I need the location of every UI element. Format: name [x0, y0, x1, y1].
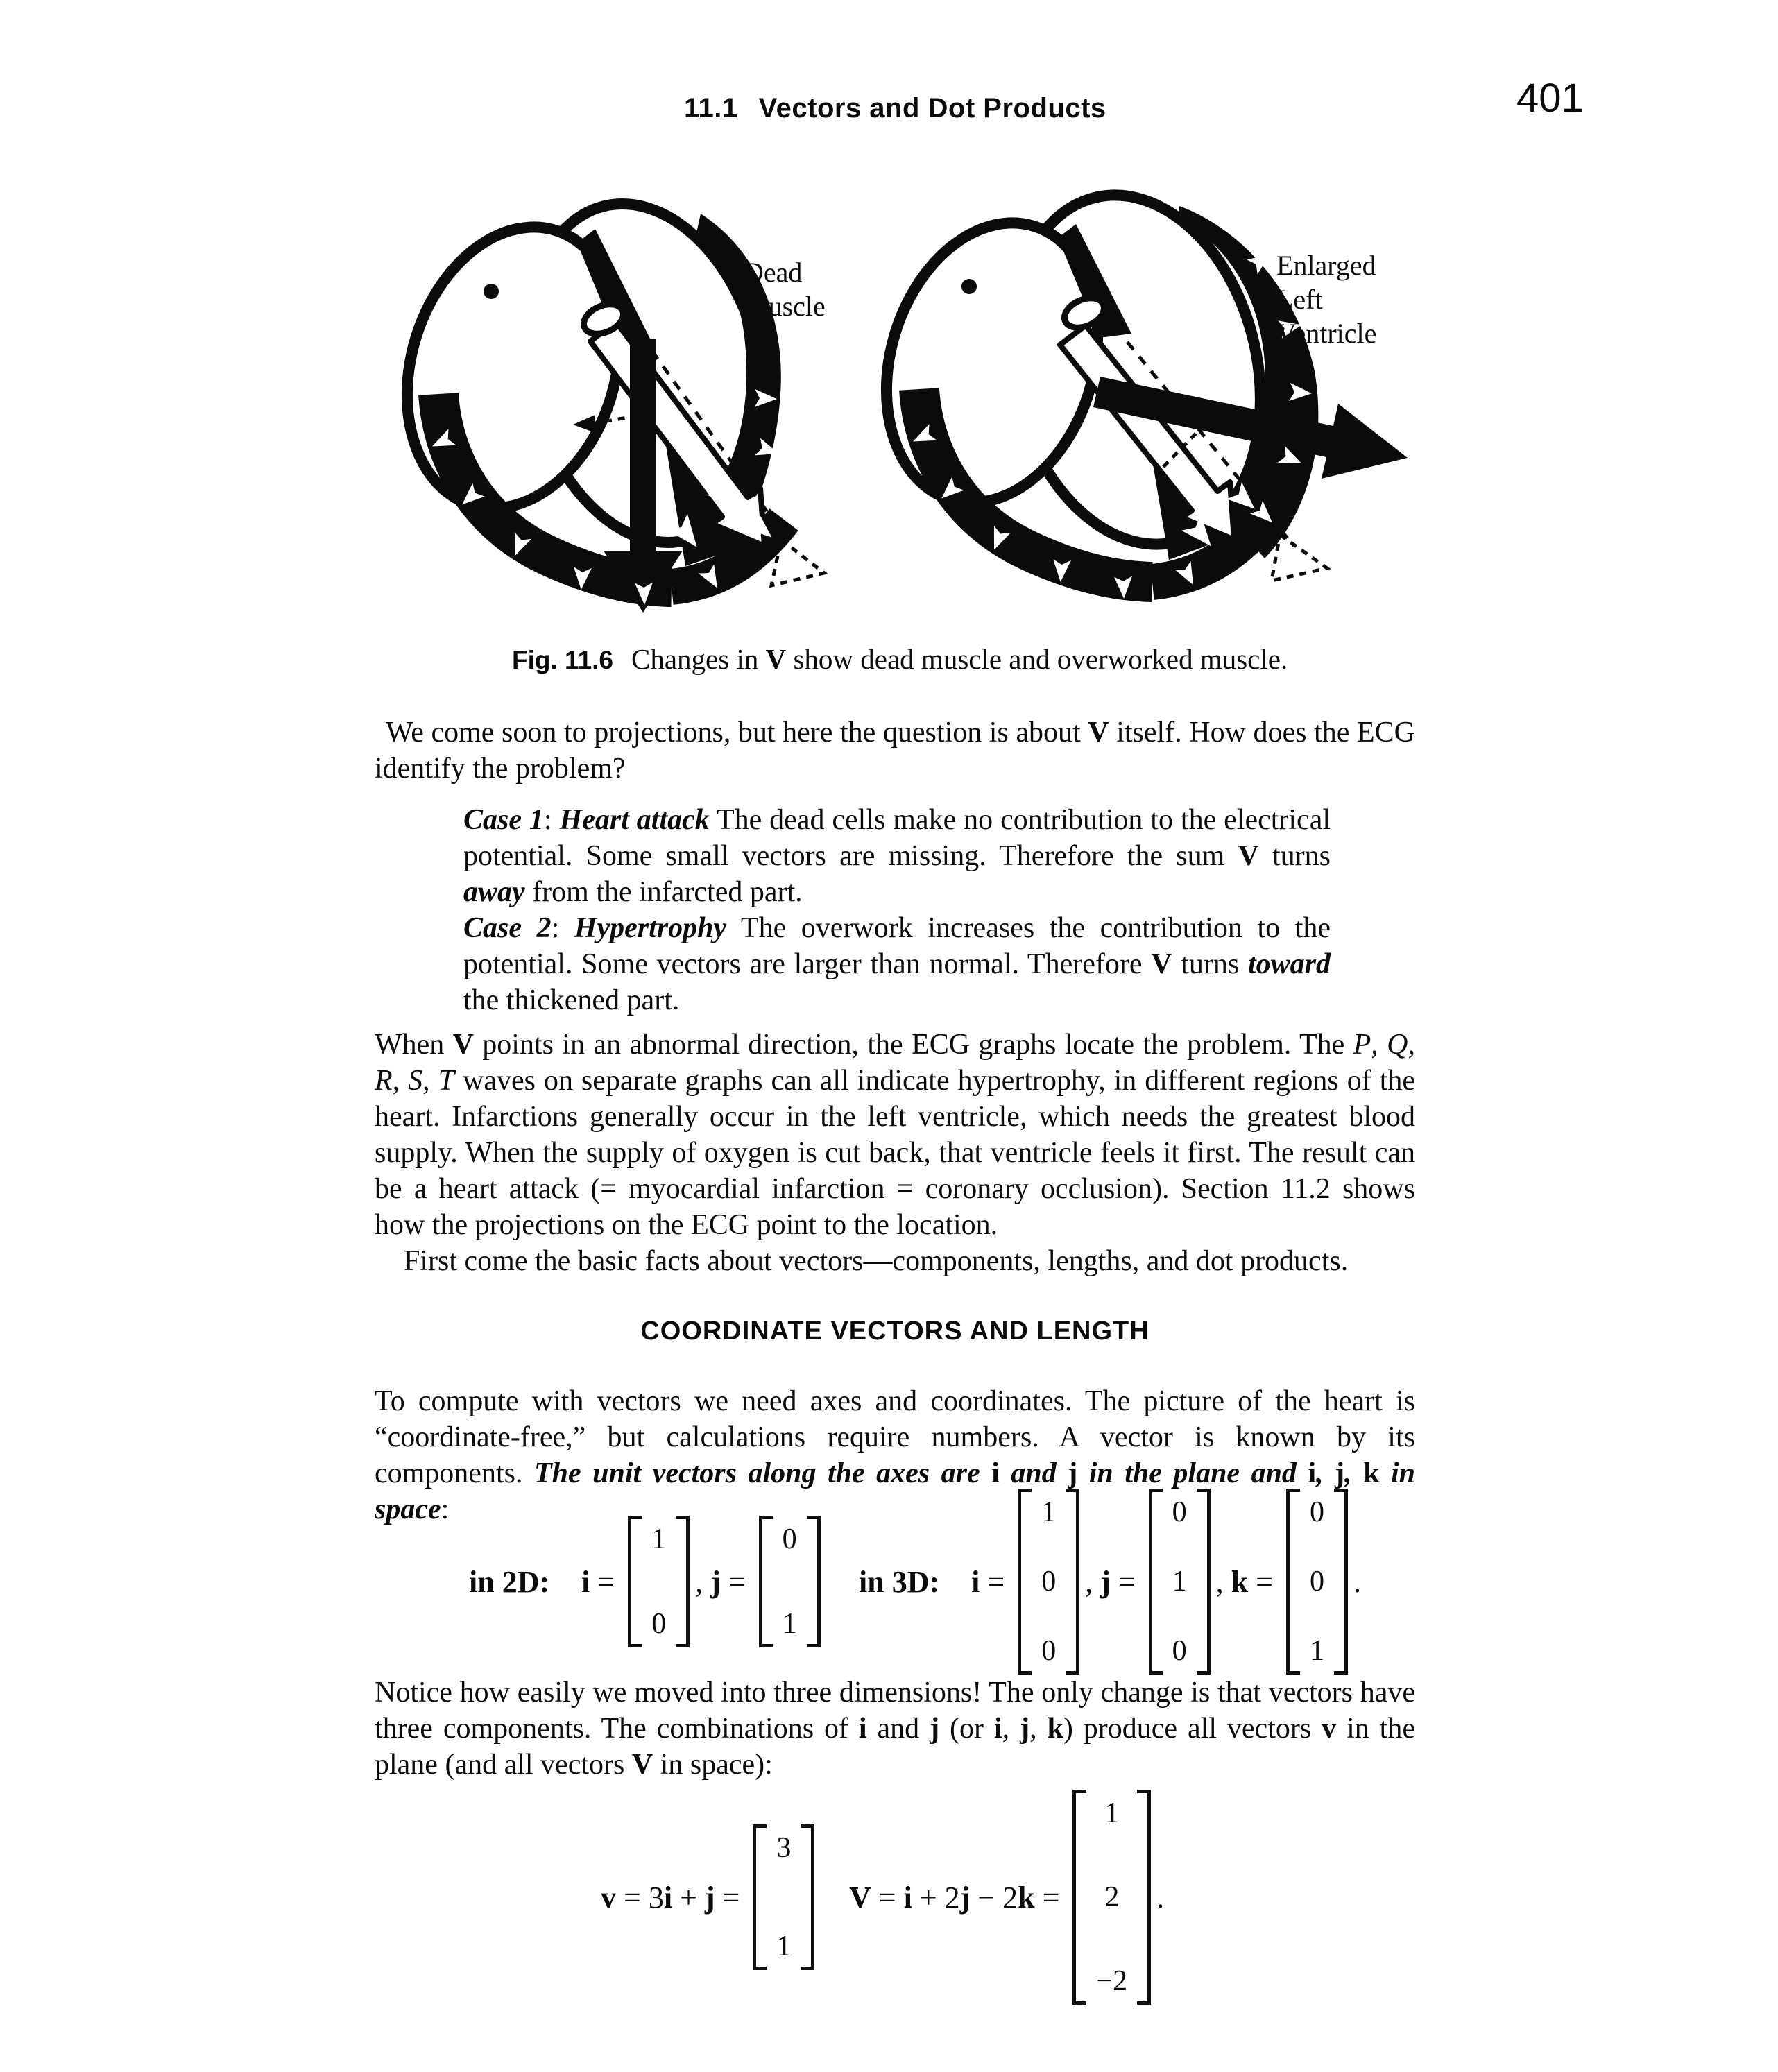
v-equals: v = 3i + j = — [601, 1880, 748, 1915]
equation-period: . — [1156, 1880, 1165, 1915]
left-bracket — [753, 1824, 767, 1970]
paragraph-intro: We come soon to projections, but here the question is about V itself. How does the ECG identify the problem? — [375, 717, 1415, 785]
paragraph-case1: Case 1: Heart attack The dead cells make no contribution to the electrical potential. Some small vectors are missing. Therefore the sum V turns away from the infarcted part. — [463, 804, 1331, 908]
section-number: 11.1 — [684, 93, 738, 123]
right-bracket — [676, 1516, 690, 1647]
sa-node-dot — [961, 279, 977, 294]
left-bracket — [628, 1516, 642, 1647]
paragraph-case2: Case 2: Hypertrophy The overwork increases the contribution to the potential. Some vectors are larger than normal. Therefore V turns toward the thickened part. — [463, 912, 1331, 1016]
left-bracket — [1072, 1790, 1086, 2005]
in-3d-label: in 3D: — [859, 1564, 940, 1599]
matrix-i-3d: 1 0 0 — [1018, 1489, 1079, 1675]
left-bracket — [1286, 1489, 1300, 1675]
case-paragraphs — [463, 802, 1331, 1018]
section-name: Vectors and Dot Products — [758, 93, 1106, 123]
sa-node-dot — [484, 284, 499, 299]
matrix-j-3d: 0 1 0 — [1149, 1489, 1211, 1675]
equation-v-combination — [601, 1831, 820, 1963]
section-heading: COORDINATE VECTORS AND LENGTH — [640, 1317, 1149, 1346]
right-bracket — [801, 1824, 814, 1970]
figure-caption — [512, 642, 1288, 676]
i-equals: i = — [971, 1564, 1013, 1599]
paragraph-compute: To compute with vectors we need axes and coordinates. The picture of the heart is “coordinate-free,” but calculations require numbers. A vector is known by its components. The unit vectors along the axes are i and j in the plane and i, j, k in space: — [375, 1385, 1416, 1525]
equation-unit-vectors-3d — [859, 1496, 1361, 1668]
dead-muscle-label: Dead Muscle — [744, 257, 826, 322]
running-head — [684, 93, 1106, 124]
V-equals: V = i + 2j − 2k = — [849, 1880, 1068, 1915]
right-bracket — [1197, 1489, 1211, 1675]
equation-unit-vectors-2d — [469, 1519, 826, 1644]
equation-V-combination — [849, 1797, 1164, 1998]
matrix-k-3d: 0 0 1 — [1286, 1489, 1348, 1675]
right-bracket — [1334, 1489, 1348, 1675]
left-bracket — [1149, 1489, 1163, 1675]
left-bracket — [1018, 1489, 1032, 1675]
i-equals: i = — [581, 1564, 623, 1599]
paragraph-first-come: First come the basic facts about vectors—components, lengths, and dot products. — [404, 1245, 1349, 1277]
left-heart-diagram — [375, 165, 829, 613]
figure-caption-tag: Fig. 11.6 — [512, 646, 614, 674]
right-bracket — [1137, 1790, 1151, 2005]
right-bracket — [1066, 1489, 1079, 1675]
j-equals: , j = — [695, 1564, 753, 1599]
left-bracket — [759, 1516, 773, 1647]
matrix-v: 3 1 — [753, 1824, 814, 1970]
equation-period: . — [1353, 1564, 1361, 1599]
matrix-V: 1 2 −2 — [1072, 1790, 1151, 2005]
paragraph-notice: Notice how easily we moved into three dimensions! The only change is that vectors have three components. The combinations of i and j (or i, j, k) produce all vectors v in the plane (and all vectors V in space): — [375, 1677, 1415, 1781]
matrix-i-2d: 1 0 — [628, 1516, 690, 1647]
right-bracket — [807, 1516, 821, 1647]
paragraph-main: When V points in an abnormal direction, the ECG graphs locate the problem. The P, Q, R, S, T waves on separate graphs can all indicate hypertrophy, in different regions of the heart. Infarctions generally occur in the left ventricle, which needs the greatest blood supply. When the supply of oxygen is cut back, that ventricle feels it first. The result can be a heart attack (= myocardial infarction = coronary occlusion). Section 11.2 shows how the projections on the ECG point to the location. — [375, 1029, 1416, 1241]
right-heart-diagram — [864, 163, 1426, 614]
page-number: 401 — [1516, 76, 1584, 121]
matrix-j-2d: 0 1 — [759, 1516, 821, 1647]
j-equals: , j = — [1085, 1564, 1143, 1599]
k-equals: , k = — [1215, 1564, 1281, 1599]
enlarged-left-ventricle-label: Enlarged Left Ventricle — [1276, 250, 1377, 349]
figure-caption-text: Changes in V show dead muscle and overworked muscle. — [631, 643, 1288, 675]
in-2d-label: in 2D: — [469, 1564, 550, 1599]
